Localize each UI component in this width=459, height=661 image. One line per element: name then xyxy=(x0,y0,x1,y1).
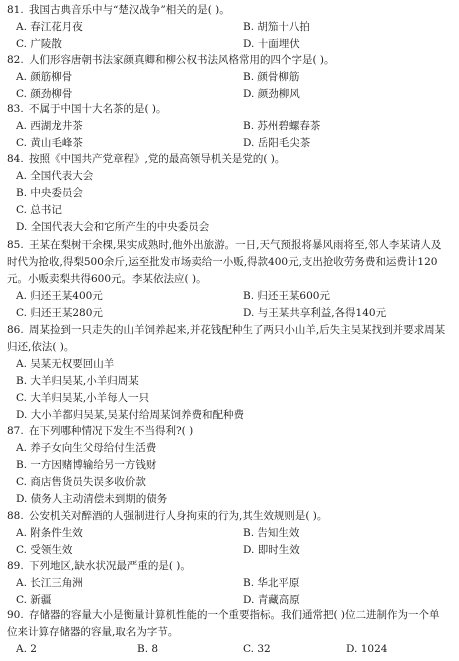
option-d: D. 岳阳毛尖茶 xyxy=(243,137,311,149)
option-a: A. 全国代表大会 xyxy=(16,170,94,182)
option-a: A. 长江三角洲 xyxy=(16,577,83,589)
option-c: C. 黄山毛峰茶 xyxy=(16,137,83,149)
option-b: B. 颜骨柳筋 xyxy=(243,71,300,83)
question-number: 81. xyxy=(7,4,24,16)
question-stem xyxy=(0,2,459,19)
question-number: 86. xyxy=(7,324,24,336)
option-b: B. 8 xyxy=(137,643,159,655)
option-b: B. 告知生效 xyxy=(243,527,300,539)
option-d: D. 与王某共享利益,各得140元 xyxy=(243,307,387,319)
option-d: D. 债务人主动清偿未到期的债务 xyxy=(16,493,168,505)
question-90 xyxy=(0,607,459,658)
question-number: 88. xyxy=(7,510,24,522)
option-a: A. 附条件生效 xyxy=(16,527,83,539)
question-number: 89. xyxy=(7,560,24,572)
option-a: A. 吴某无权要回山羊 xyxy=(16,358,115,370)
option-c: C. 颜劲柳骨 xyxy=(16,88,73,100)
option-a: A. 养子女向生父母给付生活费 xyxy=(16,442,157,454)
option-d: D. 青藏高原 xyxy=(243,594,300,606)
question-84 xyxy=(0,151,459,236)
option-c: C. 受领生效 xyxy=(16,544,73,556)
option-d: D. 十面埋伏 xyxy=(243,38,300,50)
option-b: B. 中央委员会 xyxy=(16,187,83,199)
option-c: C. 总书记 xyxy=(16,204,62,216)
question-number: 85. xyxy=(7,239,24,251)
option-c: C. 新疆 xyxy=(16,594,52,606)
option-a: A. 归还王某400元 xyxy=(16,290,103,302)
option-b: B. 胡笳十八拍 xyxy=(243,21,310,33)
option-b: B. 一方因赌博输给另一方钱财 xyxy=(16,459,157,471)
option-c: C. 商店售货员失误多收价款 xyxy=(16,476,146,488)
option-b: B. 苏州碧螺春茶 xyxy=(243,120,321,132)
question-stem xyxy=(0,52,459,69)
question-stem xyxy=(0,423,459,440)
question-89 xyxy=(0,558,459,609)
option-c: C. 归还王某280元 xyxy=(16,307,103,319)
question-86 xyxy=(0,322,459,424)
option-d: D. 即时生效 xyxy=(243,544,300,556)
question-text: 周某捡到一只走失的山羊饲养起来,并花钱配种生了两只小山羊,后失主吴某找到并要求周某归还,依法( )。 xyxy=(7,324,446,353)
question-85 xyxy=(0,237,459,322)
question-stem xyxy=(0,101,459,118)
option-a: A. 春江花月夜 xyxy=(16,21,83,33)
question-stem xyxy=(0,558,459,575)
option-c: C. 广陵散 xyxy=(16,38,62,50)
question-88 xyxy=(0,508,459,559)
question-text: 在下列哪种情况下发生不当得利?( ) xyxy=(29,425,194,437)
option-d: D. 大小羊都归吴某,吴某付给周某饲养费和配种费 xyxy=(16,409,245,421)
question-text: 存储器的容量大小是衡量计算机性能的一个重要指标。我们通常把( )位二进制作为一个单位来计算存储器的容量,取名为字节。 xyxy=(7,609,440,638)
question-text: 王某在梨树干余棵,果实成熟时,他外出旅游。一日,天气预报将暴风雨将至,邻人李某请人及时代为抢收,得梨500余斤,运至批发市场卖给一小贩,得款400元,支出抢收劳务费和运费计120元。小贩卖梨共得600元。李某依法应( )。 xyxy=(7,239,442,285)
option-b: B. 归还王某600元 xyxy=(243,290,330,302)
question-number: 90. xyxy=(7,609,24,621)
question-stem xyxy=(0,322,459,356)
question-stem xyxy=(0,607,459,641)
question-87 xyxy=(0,423,459,508)
question-text: 按照《中国共产党章程》,党的最高领导机关是党的( )。 xyxy=(29,153,286,165)
option-b: B. 华北平原 xyxy=(243,577,300,589)
option-a: A. 2 xyxy=(16,643,37,655)
question-83 xyxy=(0,101,459,152)
question-stem xyxy=(0,508,459,525)
option-a: A. 西湖龙井茶 xyxy=(16,120,83,132)
question-text: 公安机关对醉酒的人强制进行人身拘束的行为,其生效规则是( )。 xyxy=(29,510,328,522)
option-d: D. 1024 xyxy=(346,643,388,655)
question-81 xyxy=(0,2,459,53)
option-b: B. 大羊归吴某,小羊归周某 xyxy=(16,375,139,387)
option-a: A. 颜筋柳骨 xyxy=(16,71,73,83)
question-text: 我国古典音乐中与“楚汉战争”相关的是( )。 xyxy=(29,4,230,16)
question-stem xyxy=(0,237,459,288)
question-text: 人们形容唐朝书法家颜真卿和柳公权书法风格常用的四个字是( )。 xyxy=(29,54,335,66)
question-number: 82. xyxy=(7,54,24,66)
question-82 xyxy=(0,52,459,103)
question-text: 下列地区,缺水状况最严重的是( )。 xyxy=(29,560,191,572)
question-stem xyxy=(0,151,459,168)
question-number: 87. xyxy=(7,425,24,437)
question-text: 不属于中国十大名茶的是( )。 xyxy=(29,103,167,115)
option-c: C. 32 xyxy=(243,643,271,655)
option-d: D. 全国代表大会和它所产生的中央委员会 xyxy=(16,221,210,233)
option-c: C. 大羊归吴某,小羊每人一只 xyxy=(16,392,150,404)
option-d: D. 颜劲柳风 xyxy=(243,88,300,100)
question-number: 84. xyxy=(7,153,24,165)
question-number: 83. xyxy=(7,103,24,115)
